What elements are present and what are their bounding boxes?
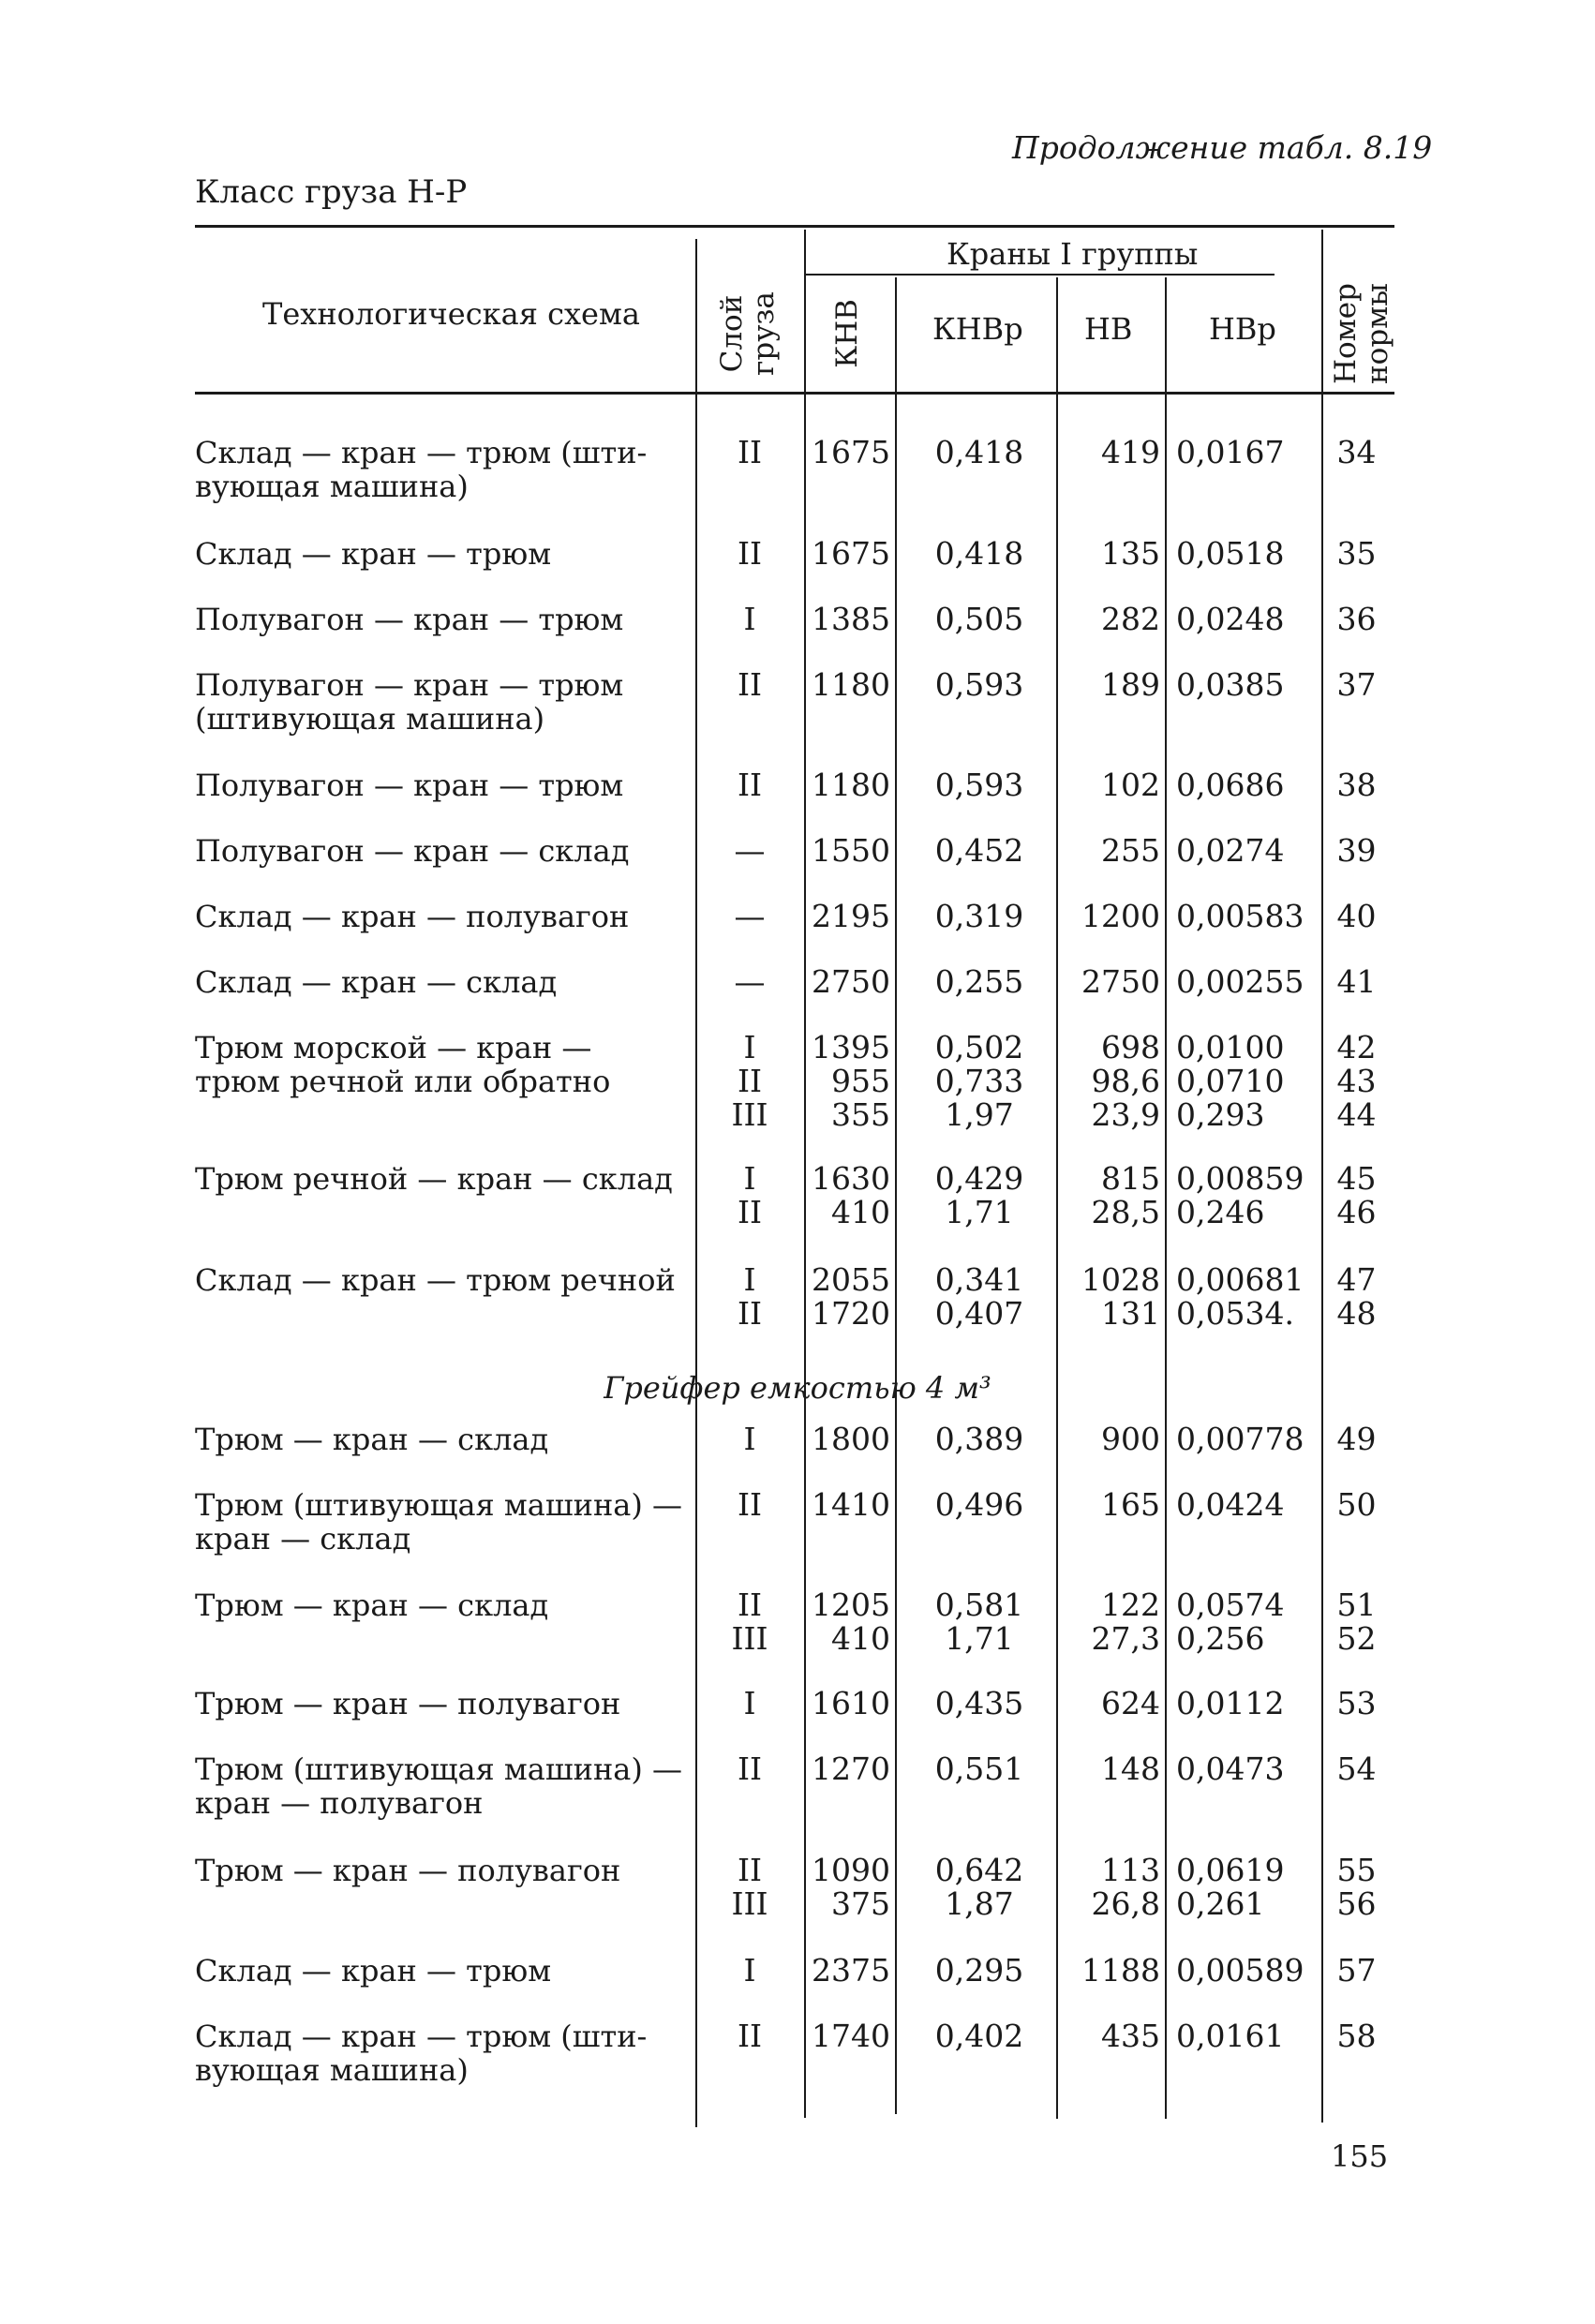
cell-layer: I II [737, 1261, 763, 1332]
cell-nv: 698 98,6 23,9 [1091, 1029, 1160, 1133]
header-norm [1330, 259, 1397, 409]
cell-nv: 282 [1101, 601, 1160, 637]
cell-norm: 45 46 [1336, 1160, 1377, 1230]
cell-layer: I II III [731, 1029, 768, 1133]
cell-layer: — [734, 963, 766, 1000]
row-scheme: Полувагон — кран — трюм (штивующая машина) [195, 667, 624, 737]
cell-layer: II [737, 767, 763, 803]
cell-nv: 1028 131 [1081, 1261, 1160, 1332]
row-scheme: Трюм речной — кран — склад [195, 1161, 673, 1197]
cell-nv: 102 [1101, 767, 1160, 803]
cell-nvr: 0,00681 0,0534. [1176, 1261, 1304, 1332]
cell-nvr: 0,00589 [1176, 1952, 1304, 1989]
cell-norm: 40 [1336, 898, 1377, 934]
cell-knv: 1630 410 [812, 1160, 890, 1230]
row-scheme: Трюм (штивующая машина) — кран — полувагон [195, 1751, 683, 1821]
cell-norm: 55 56 [1336, 1852, 1377, 1922]
cell-knv: 1385 [812, 601, 890, 637]
cell-knvr: 0,642 1,87 [934, 1852, 1024, 1922]
cell-norm: 42 43 44 [1336, 1029, 1377, 1133]
divider-nv-nvr [1165, 277, 1167, 2119]
row-scheme: Полувагон — кран — склад [195, 833, 630, 869]
cell-knv: 1800 [812, 1421, 890, 1457]
cell-norm: 47 48 [1336, 1261, 1377, 1332]
cell-nvr: 0,0167 [1176, 434, 1285, 470]
cell-nvr: 0,0574 0,256 [1176, 1587, 1285, 1657]
cell-layer: — [734, 898, 766, 934]
cell-layer: II [737, 666, 763, 703]
cell-layer: I [743, 1421, 756, 1457]
group-underline [806, 274, 1275, 276]
table-top-rule [195, 225, 1394, 228]
table-continuation-caption: Продолжение табл. 8.19 [1012, 129, 1433, 166]
cell-layer: II III [731, 1587, 768, 1657]
cell-nv: 135 [1101, 535, 1160, 572]
cell-knvr: 0,341 0,407 [934, 1261, 1024, 1332]
cell-norm: 50 [1336, 1486, 1377, 1523]
cell-nv: 624 [1101, 1685, 1160, 1721]
cell-layer: II [737, 535, 763, 572]
cell-norm: 34 [1336, 434, 1377, 470]
header-layer-text: Слой груза [715, 291, 781, 376]
cell-nvr: 0,00255 [1176, 963, 1304, 1000]
cell-nv: 1200 [1081, 898, 1160, 934]
divider-layer-knv [804, 230, 806, 2118]
cell-knvr: 0,551 [934, 1750, 1024, 1787]
cell-knvr: 0,319 [934, 898, 1024, 934]
row-scheme: Полувагон — кран — трюм [195, 767, 624, 803]
cell-nvr: 0,0385 [1176, 666, 1285, 703]
cell-nvr: 0,00859 0,246 [1176, 1160, 1304, 1230]
cell-knv: 1180 [812, 767, 890, 803]
cell-layer: — [734, 832, 766, 869]
cell-nv: 419 [1101, 434, 1160, 470]
section-title-grab-4m3: Грейфер емкостью 4 м³ [604, 1370, 991, 1406]
cell-knvr: 0,593 [934, 666, 1024, 703]
cell-layer: II [737, 2018, 763, 2054]
header-knvr: КНВр [932, 311, 1023, 347]
page-number: 155 [1331, 2138, 1389, 2174]
cell-knvr: 0,496 [934, 1486, 1024, 1523]
row-scheme: Склад — кран — трюм [195, 1953, 552, 1989]
row-scheme: Трюм — кран — полувагон [195, 1853, 621, 1888]
cell-nvr: 0,0112 [1176, 1685, 1285, 1721]
cell-nvr: 0,0248 [1176, 601, 1285, 637]
cell-nv: 900 [1101, 1421, 1160, 1457]
cell-nv: 1188 [1081, 1952, 1160, 1989]
cell-nv: 255 [1101, 832, 1160, 869]
cell-knv: 1550 [812, 832, 890, 869]
cell-norm: 54 [1336, 1750, 1377, 1787]
cell-nv: 113 26,8 [1091, 1852, 1160, 1922]
cell-knv: 2055 1720 [812, 1261, 890, 1332]
cell-nvr: 0,0518 [1176, 535, 1285, 572]
cell-knvr: 0,435 [934, 1685, 1024, 1721]
cell-norm: 36 [1336, 601, 1377, 637]
cell-norm: 37 [1336, 666, 1377, 703]
cell-knvr: 0,418 [934, 535, 1024, 572]
cell-nvr: 0,0686 [1176, 767, 1285, 803]
row-scheme: Трюм — кран — полувагон [195, 1686, 621, 1721]
cell-knvr: 0,255 [934, 963, 1024, 1000]
divider-knvr-nv [1056, 277, 1058, 2119]
cell-knvr: 0,389 [934, 1421, 1024, 1457]
cell-norm: 39 [1336, 832, 1377, 869]
cell-norm: 41 [1336, 963, 1377, 1000]
header-knv: КНВ [830, 299, 864, 368]
cell-nvr: 0,0161 [1176, 2018, 1285, 2054]
cell-layer: I [743, 601, 756, 637]
row-scheme: Трюм морской — кран — трюм речной или обратно [195, 1030, 611, 1099]
cell-nv: 165 [1101, 1486, 1160, 1523]
cell-layer: II [737, 1486, 763, 1523]
row-scheme: Склад — кран — склад [195, 964, 558, 1000]
divider-knv-knvr [895, 277, 897, 2114]
header-scheme: Технологическая схема [262, 296, 640, 332]
cell-nvr: 0,00778 [1176, 1421, 1304, 1457]
cell-knvr: 0,429 1,71 [934, 1160, 1024, 1230]
cell-knvr: 0,402 [934, 2018, 1024, 2054]
cell-knv: 1270 [812, 1750, 890, 1787]
header-bottom-rule [195, 392, 1394, 395]
cell-knv: 1090 375 [812, 1852, 890, 1922]
cargo-class-label: Класс груза Н-Р [195, 173, 468, 211]
row-scheme: Трюм (штивующая машина) — кран — склад [195, 1487, 683, 1557]
cell-layer: I [743, 1685, 756, 1721]
cell-knvr: 0,593 [934, 767, 1024, 803]
cell-layer: I [743, 1952, 756, 1989]
cell-nv: 122 27,3 [1091, 1587, 1160, 1657]
cell-knv: 2195 [812, 898, 890, 934]
cell-nvr: 0,0424 [1176, 1486, 1285, 1523]
cell-nv: 435 [1101, 2018, 1160, 2054]
cell-norm: 49 [1336, 1421, 1377, 1457]
cell-knvr: 0,452 [934, 832, 1024, 869]
cell-nvr: 0,0473 [1176, 1750, 1285, 1787]
cell-nv: 815 28,5 [1091, 1160, 1160, 1230]
header-nv: НВ [1084, 311, 1133, 347]
cell-knv: 1675 [812, 535, 890, 572]
header-group: Краны I группы [947, 236, 1199, 272]
cell-knvr: 0,295 [934, 1952, 1024, 1989]
row-scheme: Склад — кран — трюм (шти-вующая машина) [195, 2019, 648, 2088]
cell-knv: 1410 [812, 1486, 890, 1523]
cell-nv: 189 [1101, 666, 1160, 703]
cell-knvr: 0,418 [934, 434, 1024, 470]
cell-norm: 51 52 [1336, 1587, 1377, 1657]
header-nvr: НВр [1209, 311, 1276, 347]
cell-norm: 35 [1336, 535, 1377, 572]
cell-nvr: 0,0619 0,261 [1176, 1852, 1285, 1922]
cell-knv: 1675 [812, 434, 890, 470]
cell-knvr: 0,581 1,71 [934, 1587, 1024, 1657]
row-scheme: Склад — кран — трюм [195, 536, 552, 572]
cell-nv: 148 [1101, 1750, 1160, 1787]
divider-scheme-layer [695, 239, 697, 2127]
cell-nv: 2750 [1081, 963, 1160, 1000]
cell-norm: 38 [1336, 767, 1377, 803]
cell-knv: 2375 [812, 1952, 890, 1989]
divider-nvr-norm [1321, 230, 1323, 2123]
cell-knv: 1205 410 [812, 1587, 890, 1657]
cell-knvr: 0,505 [934, 601, 1024, 637]
cell-knv: 1395 955 355 [812, 1029, 890, 1133]
row-scheme: Трюм — кран — склад [195, 1422, 549, 1457]
cell-knv: 1180 [812, 666, 890, 703]
header-layer [716, 268, 783, 399]
cell-knv: 1740 [812, 2018, 890, 2054]
cell-nvr: 0,00583 [1176, 898, 1304, 934]
cell-knv: 1610 [812, 1685, 890, 1721]
cell-norm: 53 [1336, 1685, 1377, 1721]
cell-layer: II [737, 434, 763, 470]
cell-knvr: 0,502 0,733 1,97 [934, 1029, 1024, 1133]
header-norm-text: Номер нормы [1329, 283, 1394, 385]
cell-norm: 57 [1336, 1952, 1377, 1989]
cell-layer: I II [737, 1160, 763, 1230]
row-scheme: Трюм — кран — склад [195, 1587, 549, 1623]
row-scheme: Склад — кран — полувагон [195, 899, 630, 934]
cell-norm: 58 [1336, 2018, 1377, 2054]
row-scheme: Склад — кран — трюм (шти-вующая машина) [195, 435, 648, 504]
cell-nvr: 0,0274 [1176, 832, 1285, 869]
cell-nvr: 0,0100 0,0710 0,293 [1176, 1029, 1285, 1133]
cell-knv: 2750 [812, 963, 890, 1000]
row-scheme: Полувагон — кран — трюм [195, 602, 624, 637]
cell-layer: II [737, 1750, 763, 1787]
cell-layer: II III [731, 1852, 768, 1922]
row-scheme: Склад — кран — трюм речной [195, 1262, 676, 1298]
